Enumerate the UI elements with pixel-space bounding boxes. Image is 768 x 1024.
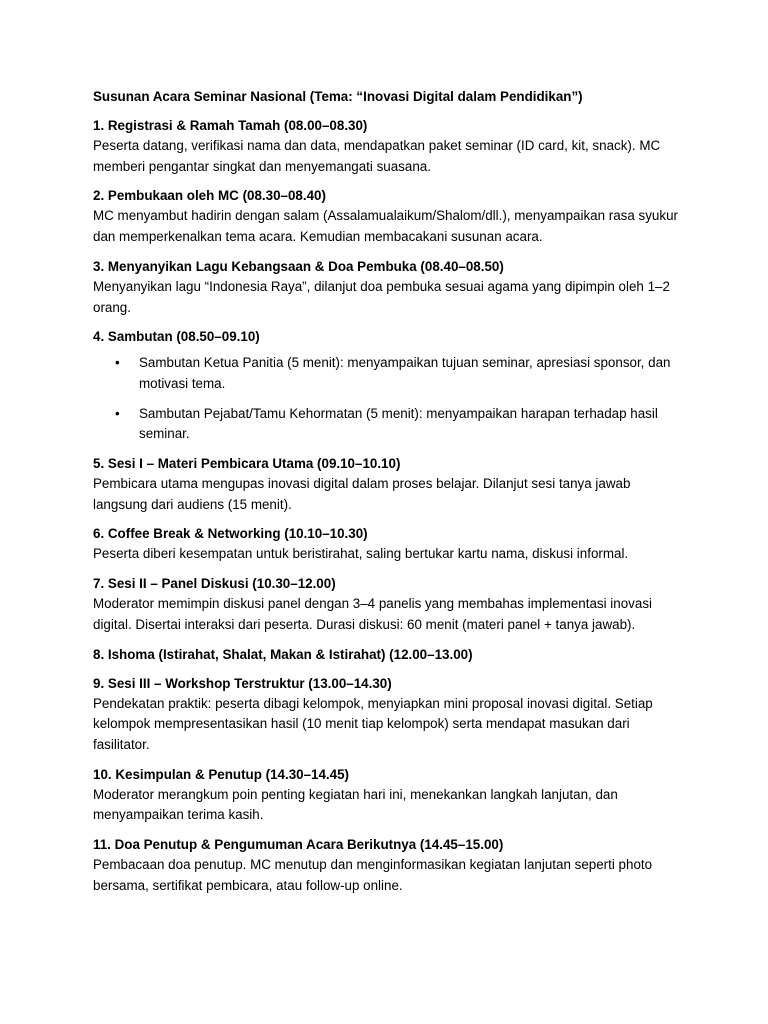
- section-heading: 10. Kesimpulan & Penutup (14.30–14.45): [93, 766, 350, 782]
- section-heading: 6. Coffee Break & Networking (10.10–10.30): [93, 526, 368, 542]
- document-page: [93, 87, 683, 905]
- section-heading: 4. Sambutan (08.50–09.10): [93, 329, 260, 345]
- bullet-text: Sambutan Ketua Panitia (5 menit): menyampaikan tujuan seminar, apresiasi sponsor, dan motivasi tema.: [139, 355, 671, 391]
- section-heading: 1. Registrasi & Ramah Tamah (08.00–08.30): [93, 118, 368, 133]
- section-10: [93, 765, 683, 826]
- section-6: [93, 524, 683, 565]
- bullet-item: [93, 353, 683, 394]
- section-heading: 7. Sesi II – Panel Diskusi (10.30–12.00): [93, 576, 336, 592]
- section-7: [93, 574, 683, 635]
- section-body: Moderator merangkum poin penting kegiatan hari ini, menekankan langkah lanjutan, dan menyampaikan terima kasih.: [93, 786, 618, 823]
- section-body: Peserta diberi kesempatan untuk beristirahat, saling bertukar kartu nama, diskusi informal.: [93, 546, 629, 562]
- section-body: Peserta datang, verifikasi nama dan data, mendapatkan paket seminar (ID card, kit, snack). MC memberi pengantar singkat dan menyemangati suasana.: [93, 138, 661, 174]
- section-9: [93, 674, 683, 756]
- section-11: [93, 835, 683, 896]
- section-1: [93, 116, 683, 177]
- section-body: Pembacaan doa penutup. MC menutup dan menginformasikan kegiatan lanjutan seperti photo bersama, sertifikat pembicara, atau follow-up online.: [93, 857, 653, 893]
- bullet-list: [93, 353, 683, 445]
- section-8: [93, 645, 683, 665]
- section-heading: 3. Menyanyikan Lagu Kebangsaan & Doa Pembuka (08.40–08.50): [93, 258, 504, 274]
- section-heading: 11. Doa Penutup & Pengumuman Acara Berikutnya (14.45–15.00): [93, 837, 504, 853]
- bullet-text: Sambutan Pejabat/Tamu Kehormatan (5 menit): menyampaikan harapan terhadap hasil seminar.: [139, 405, 658, 442]
- section-body: MC menyambut hadirin dengan salam (Assalamualaikum/Shalom/dll.), menyampaikan rasa syukur dan memperkenalkan tema acara. Kemudian membacakani susunan acara.: [93, 208, 678, 245]
- section-heading: 2. Pembukaan oleh MC (08.30–08.40): [93, 188, 326, 204]
- bullet-dot-icon: •: [115, 355, 120, 371]
- bullet-dot-icon: •: [115, 405, 120, 421]
- section-heading: 5. Sesi I – Materi Pembicara Utama (09.10–10.10): [93, 456, 401, 472]
- section-2: [93, 186, 683, 247]
- section-body: Menyanyikan lagu “Indonesia Raya”, dilanjut doa pembuka sesuai agama yang dipimpin oleh 1–2 orang.: [93, 278, 670, 315]
- section-body: Pendekatan praktik: peserta dibagi kelompok, menyiapkan mini proposal inovasi digital. Setiap kelompok mempresentasikan hasil (10 menit tiap kelompok) serta mendapat masukan dari fasilitator.: [93, 695, 653, 752]
- section-5: [93, 454, 683, 515]
- section-body: Pembicara utama mengupas inovasi digital dalam proses belajar. Dilanjut sesi tanya jawab langsung dari audiens (15 menit).: [93, 476, 631, 512]
- document-title: Susunan Acara Seminar Nasional (Tema: “Inovasi Digital dalam Pendidikan”): [93, 89, 583, 104]
- section-3: [93, 257, 683, 318]
- section-body: Moderator memimpin diskusi panel dengan 3–4 panelis yang membahas implementasi inovasi digital. Disertai interaksi dari peserta. Durasi diskusi: 60 menit (materi panel + tanya jawab).: [93, 596, 652, 632]
- bullet-item: [93, 404, 683, 445]
- section-heading: 8. Ishoma (Istirahat, Shalat, Makan & Istirahat) (12.00–13.00): [93, 646, 473, 662]
- section-heading: 9. Sesi III – Workshop Terstruktur (13.00–14.30): [93, 675, 392, 691]
- section-4: [93, 327, 683, 445]
